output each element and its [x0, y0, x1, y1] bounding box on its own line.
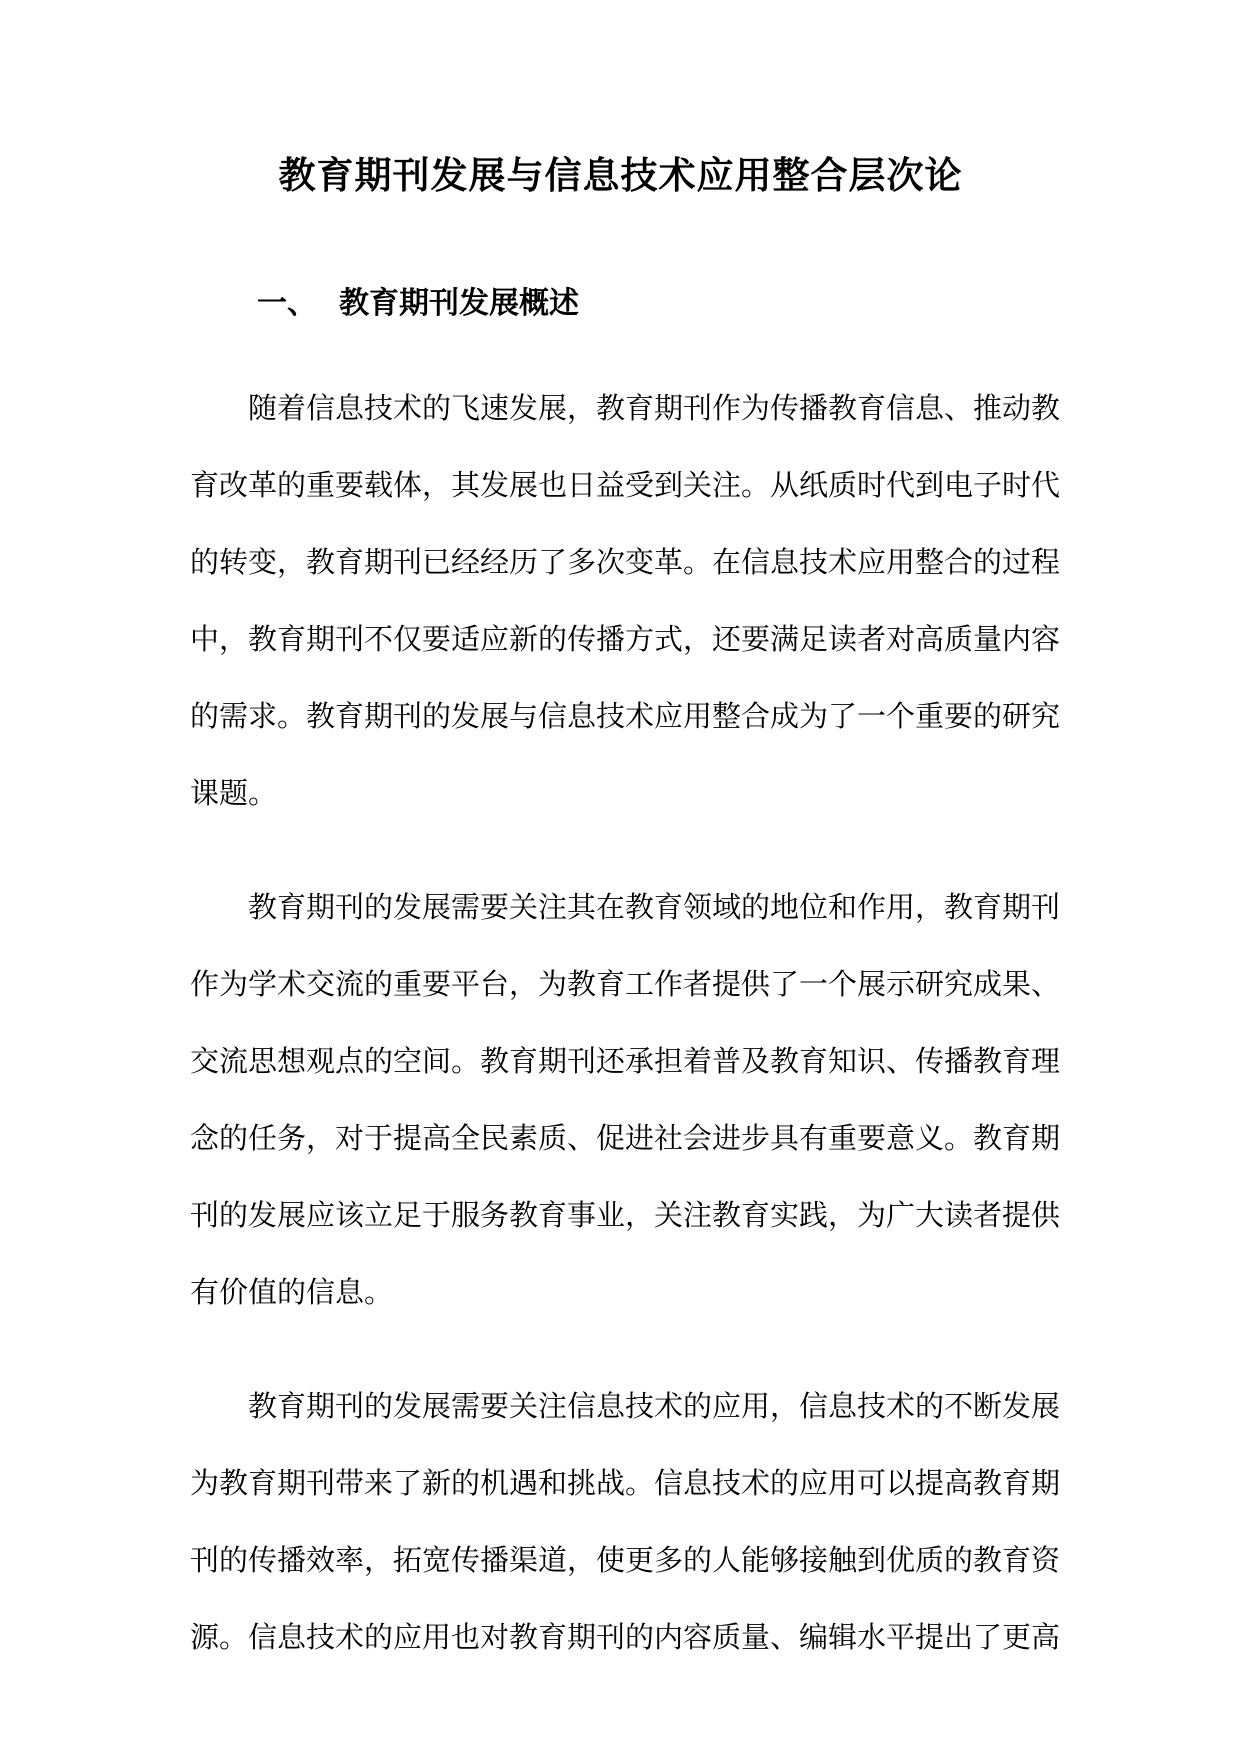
section-heading-text: 教育期刊发展概述	[339, 286, 579, 321]
paragraph-line: 刊的发展应该立足于服务教育事业，关注教育实践，为广大读者提供	[190, 1198, 1061, 1232]
paragraph-line: 有价值的信息。	[190, 1275, 394, 1309]
paragraph-line: 中，教育期刊不仅要适应新的传播方式，还要满足读者对高质量内容	[190, 622, 1061, 656]
paragraph-line: 源。信息技术的应用也对教育期刊的内容质量、编辑水平提出了更高	[190, 1620, 1061, 1654]
paragraph-line: 作为学术交流的重要平台，为教育工作者提供了一个展示研究成果、	[190, 967, 1061, 1001]
section-number: 一、	[257, 286, 317, 321]
paragraph-line: 交流思想观点的空间。教育期刊还承担着普及教育知识、传播教育理	[190, 1044, 1061, 1078]
paragraph-line: 课题。	[190, 776, 278, 810]
paragraph-line: 为教育期刊带来了新的机遇和挑战。信息技术的应用可以提高教育期	[190, 1466, 1061, 1500]
paragraph-line: 教育期刊的发展需要关注其在教育领域的地位和作用，教育期刊	[248, 890, 1061, 924]
document-title: 教育期刊发展与信息技术应用整合层次论	[278, 153, 963, 197]
paragraph-line: 的转变，教育期刊已经经历了多次变革。在信息技术应用整合的过程	[190, 545, 1061, 579]
paragraph-line: 育改革的重要载体，其发展也日益受到关注。从纸质时代到电子时代	[190, 468, 1061, 502]
paragraph	[190, 370, 1061, 832]
paragraph	[190, 869, 1061, 1331]
paragraph-line: 教育期刊的发展需要关注信息技术的应用，信息技术的不断发展	[248, 1389, 1061, 1423]
paragraph-line: 的需求。教育期刊的发展与信息技术应用整合成为了一个重要的研究	[190, 699, 1061, 733]
paragraph-line: 刊的传播效率，拓宽传播渠道，使更多的人能够接触到优质的教育资	[190, 1543, 1061, 1577]
paragraph-line: 随着信息技术的飞速发展，教育期刊作为传播教育信息、推动教	[248, 391, 1061, 425]
paragraph	[190, 1368, 1061, 1676]
section-heading	[257, 284, 579, 324]
paragraph-line: 念的任务，对于提高全民素质、促进社会进步具有重要意义。教育期	[190, 1121, 1061, 1155]
body-text	[190, 370, 1061, 1676]
